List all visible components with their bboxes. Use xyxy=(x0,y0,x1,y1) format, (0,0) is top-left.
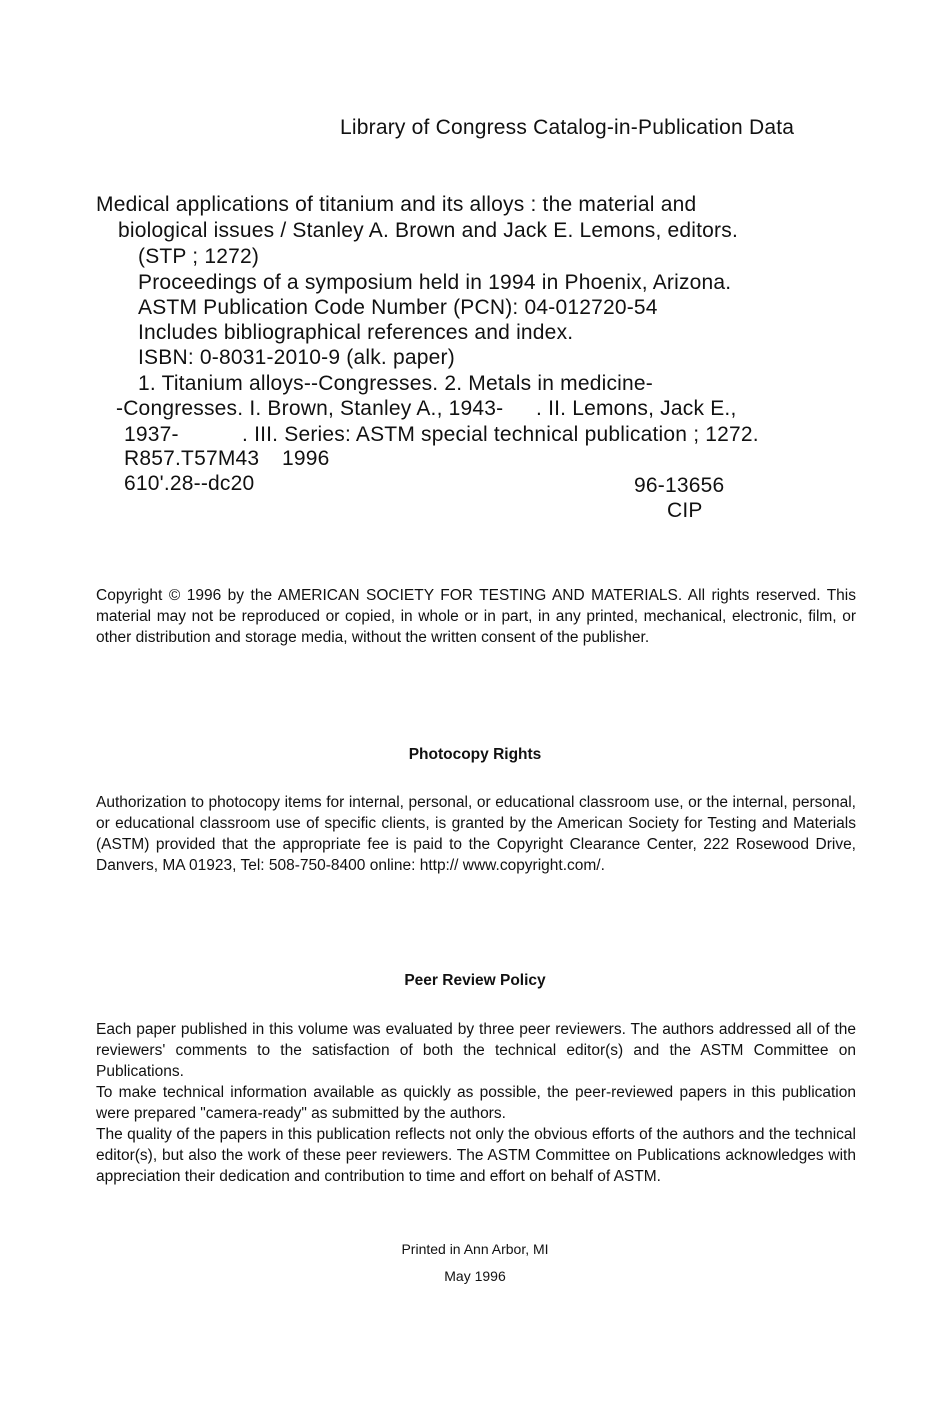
copyright-text: Copyright © 1996 by the AMERICAN SOCIETY FOR TESTING AND MATERIALS. All rights reserved. This material may not be reproduced or copied, in whole or in part, in any printed, mechanical, electronic, film, or other distribution and storage media, without the written consent of the publisher. xyxy=(96,587,856,646)
cip-line: 1937- xyxy=(124,423,179,446)
cip-year: 1996 xyxy=(282,447,330,470)
peer-review-paragraph: The quality of the papers in this publication reflects not only the obvious efforts of the authors and the technical editor(s), but also the work of these peer reviewers. The ASTM Committee on Publications acknowledges with appreciation their dedication and contribution to time and effort on behalf of ASTM. xyxy=(96,1126,856,1185)
peer-review-section xyxy=(96,1019,856,1187)
cip-call-number: R857.T57M43 xyxy=(124,447,260,470)
cip-line: Proceedings of a symposium held in 1994 in Phoenix, Arizona. xyxy=(138,271,732,294)
cip-heading: Library of Congress Catalog-in-Publication Data xyxy=(340,116,795,139)
cip-line: -Congresses. I. Brown, Stanley A., 1943- xyxy=(116,397,504,420)
cip-line: biological issues / Stanley A. Brown and Jack E. Lemons, editors. xyxy=(118,219,738,242)
cip-line: ASTM Publication Code Number (PCN): 04-012720-54 xyxy=(138,296,658,319)
cip-line: 1. Titanium alloys--Congresses. 2. Metals in medicine- xyxy=(138,372,653,395)
cip-line: (STP ; 1272) xyxy=(138,245,260,268)
cip-label: CIP xyxy=(667,499,703,522)
peer-review-paragraph: To make technical information available as quickly as possible, the peer-reviewed papers in this publication were prepared "camera-ready" as submitted by the authors. xyxy=(96,1084,856,1122)
peer-review-paragraph: Each paper published in this volume was evaluated by three peer reviewers. The authors addressed all of the reviewers' comments to the satisfaction of both the technical editor(s) and the ASTM Committee on Publications. xyxy=(96,1021,856,1080)
printed-location: Printed in Ann Arbor, MI xyxy=(401,1241,549,1257)
photocopy-section xyxy=(96,792,856,876)
cip-line: Medical applications of titanium and its alloys : the material and xyxy=(96,193,697,216)
cip-line: Includes bibliographical references and index. xyxy=(138,321,574,344)
cip-dewey: 610'.28--dc20 xyxy=(124,472,255,495)
copyright-notice xyxy=(96,585,856,648)
photocopy-title: Photocopy Rights xyxy=(408,746,542,763)
cip-line: . III. Series: ASTM special technical publication ; 1272. xyxy=(242,423,759,446)
cip-line: . II. Lemons, Jack E., xyxy=(536,397,737,420)
cip-line: ISBN: 0-8031-2010-9 (alk. paper) xyxy=(138,346,455,369)
peer-review-title: Peer Review Policy xyxy=(404,972,546,989)
printed-date: May 1996 xyxy=(444,1268,506,1284)
photocopy-text: Authorization to photocopy items for internal, personal, or educational classroom use, or the internal, personal, or educational classroom use of specific clients, is granted by the American Society for Testing and Materials (ASTM) provided that the appropriate fee is paid to the Copyright Clearance Center, 222 Rosewood Drive, Danvers, MA 01923, Tel: 508-750-8400 online: http:// www.copyright.com/. xyxy=(96,794,856,874)
cip-lccn: 96-13656 xyxy=(634,474,725,497)
